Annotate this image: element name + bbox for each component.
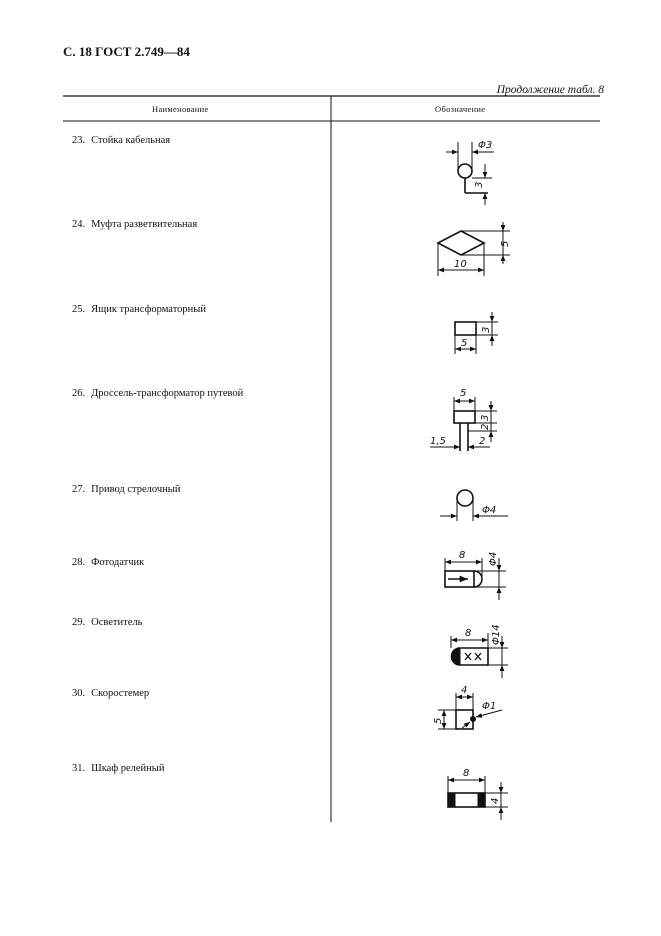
row-label: Стойка кабельная <box>91 135 171 146</box>
dim-label: 10 <box>454 259 467 270</box>
dim-label: 4 <box>490 797 501 804</box>
point-machine-symbol <box>440 490 508 521</box>
dim-label: 3 <box>474 181 485 188</box>
row-number: 26. <box>72 388 86 399</box>
dim-label: 8 <box>465 628 472 639</box>
row-number: 23. <box>72 135 86 146</box>
dim-label: 5 <box>460 388 467 399</box>
row-label: Ящик трансформаторный <box>91 304 206 315</box>
row-number: 31. <box>72 763 86 774</box>
dim-label: 8 <box>459 550 466 561</box>
cable-post-symbol <box>446 142 494 205</box>
row-label: Шкаф релейный <box>91 763 165 774</box>
row-label: Дроссель-трансформатор путевой <box>91 388 244 399</box>
dim-label: 3 <box>481 326 492 333</box>
column-header-name: Наименование <box>152 104 209 114</box>
column-header-symbol: Обозначение <box>435 104 486 114</box>
dim-label: 3 <box>480 414 491 421</box>
row-number: 28. <box>72 557 86 568</box>
row-label: Осветитель <box>91 617 143 628</box>
dim-label: Φ4 <box>482 505 497 516</box>
row-number: 27. <box>72 484 86 495</box>
row-label: Муфта разветвительная <box>91 219 198 230</box>
row-number: 29. <box>72 617 86 628</box>
dim-label: Φ3 <box>478 140 493 151</box>
dim-label: Φ4 <box>488 551 499 566</box>
row-label: Привод стрелочный <box>91 484 181 495</box>
row-label: Скоростемер <box>91 688 150 699</box>
branch-coupling-symbol <box>438 222 510 276</box>
dim-label: 4 <box>461 685 468 696</box>
row-number: 30. <box>72 688 86 699</box>
dim-label: 5 <box>500 240 511 247</box>
row-number: 25. <box>72 304 86 315</box>
dim-label: Φ1 <box>482 701 497 712</box>
row-number: 24. <box>72 219 86 230</box>
page-title: С. 18 ГОСТ 2.749—84 <box>63 44 190 59</box>
row-label: Фотодатчик <box>91 557 145 568</box>
dim-label: 8 <box>463 768 470 779</box>
table-continuation-caption: Продолжение табл. 8 <box>496 84 604 96</box>
dim-label: 5 <box>461 338 468 349</box>
dim-label: 1,5 <box>430 436 446 447</box>
dim-label: 2 <box>480 423 491 430</box>
dim-label: Φ14 <box>491 624 502 645</box>
dim-label: 5 <box>433 717 444 724</box>
dim-label: 2 <box>479 436 486 447</box>
